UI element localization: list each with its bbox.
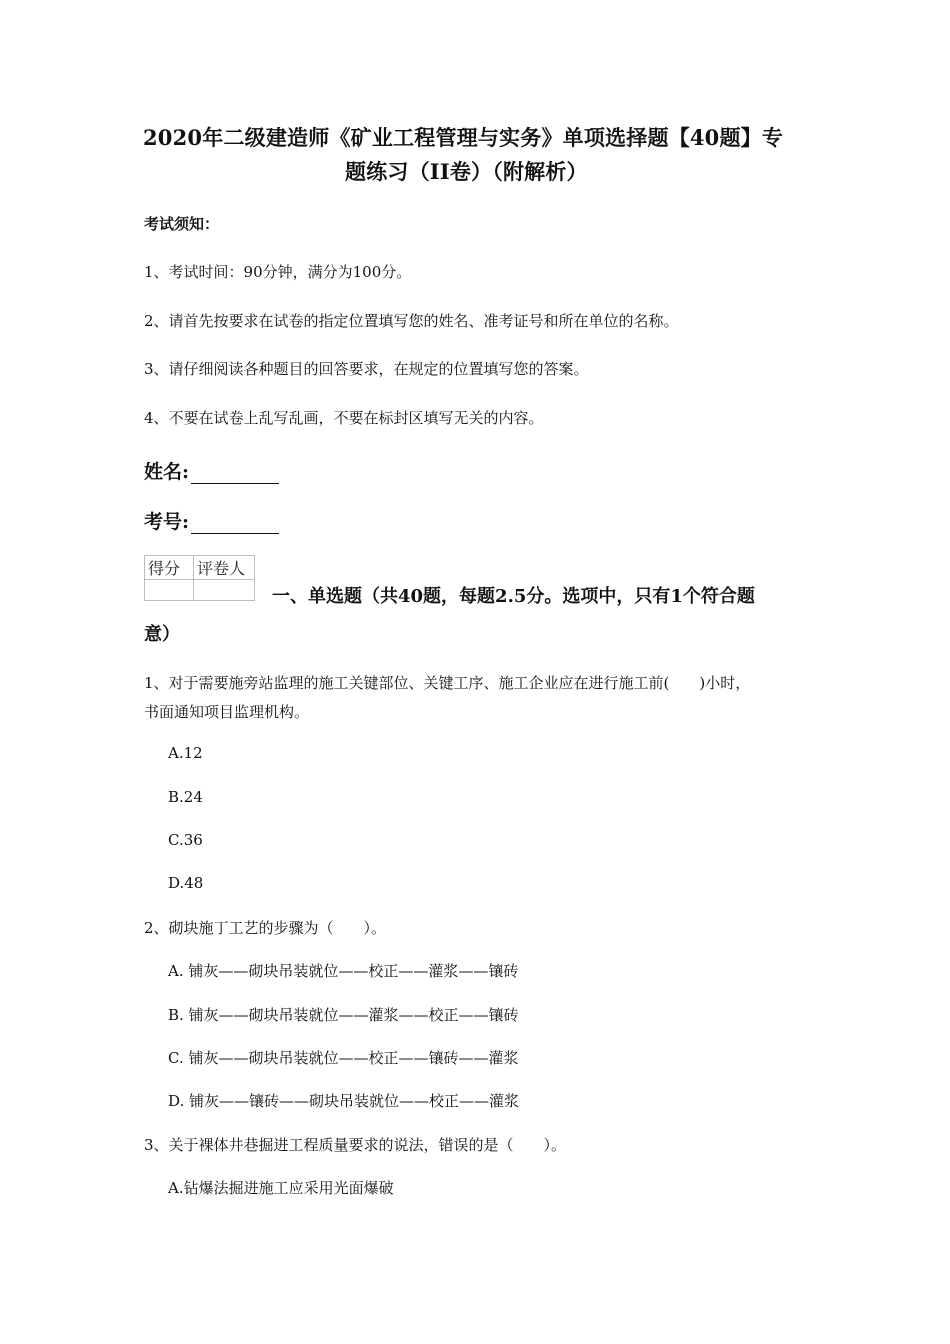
question-1-option: B.24 <box>168 788 203 806</box>
notice-heading: 考试须知： <box>144 215 220 233</box>
notice-item: 4、不要在试卷上乱写乱画，不要在标封区填写无关的内容。 <box>144 409 544 427</box>
question-2-option: D. 铺灰——镶砖——砌块吊装就位——校正——灌浆 <box>168 1092 520 1110</box>
question-2-option: A. 铺灰——砌块吊装就位——校正——灌浆——镶砖 <box>168 962 519 980</box>
score-cell[interactable] <box>145 580 194 601</box>
score-header: 得分 <box>145 556 194 580</box>
question-3-stem: 3、关于裸体井巷掘进工程质量要求的说法，错误的是（ ）。 <box>144 1136 567 1154</box>
score-table <box>144 555 255 601</box>
notice-item: 3、请仔细阅读各种题目的回答要求，在规定的位置填写您的答案。 <box>144 360 589 378</box>
grader-header: 评卷人 <box>194 556 255 580</box>
question-1-stem-cont: 书面通知项目监理机构。 <box>144 703 310 721</box>
name-label: 姓名: <box>144 461 190 483</box>
question-2-option: B. 铺灰——砌块吊装就位——灌浆——校正——镶砖 <box>168 1006 519 1024</box>
id-field <box>144 507 279 534</box>
question-2-option: C. 铺灰——砌块吊装就位——校正——镶砖——灌浆 <box>168 1049 519 1067</box>
document-title-line-1: 2020年二级建造师《矿业工程管理与实务》单项选择题【40题】专 <box>143 125 784 150</box>
question-3-option: A.钻爆法掘进施工应采用光面爆破 <box>168 1179 394 1197</box>
question-1-option: C.36 <box>168 831 203 849</box>
section-heading-line-2: 意） <box>144 624 180 645</box>
id-blank[interactable] <box>191 515 279 534</box>
question-1-stem: 1、对于需要施旁站监理的施工关键部位、关键工序、施工企业应在进行施工前( )小时， <box>144 674 751 692</box>
name-blank[interactable] <box>191 465 279 484</box>
id-label: 考号: <box>144 511 190 533</box>
question-1-option: A.12 <box>168 744 203 762</box>
question-1-option: D.48 <box>168 874 204 892</box>
document-title-line-2: 题练习（II卷）（附解析） <box>345 159 588 184</box>
name-field <box>144 457 279 484</box>
notice-item: 1、考试时间：90分钟，满分为100分。 <box>144 263 412 281</box>
notice-item: 2、请首先按要求在试卷的指定位置填写您的姓名、准考证号和所在单位的名称。 <box>144 312 679 330</box>
grader-cell[interactable] <box>194 580 255 601</box>
question-2-stem: 2、砌块施丁工艺的步骤为（ ）。 <box>144 919 387 937</box>
section-heading-line-1: 一、单选题（共40题，每题2.5分。选项中，只有1个符合题 <box>272 586 755 607</box>
